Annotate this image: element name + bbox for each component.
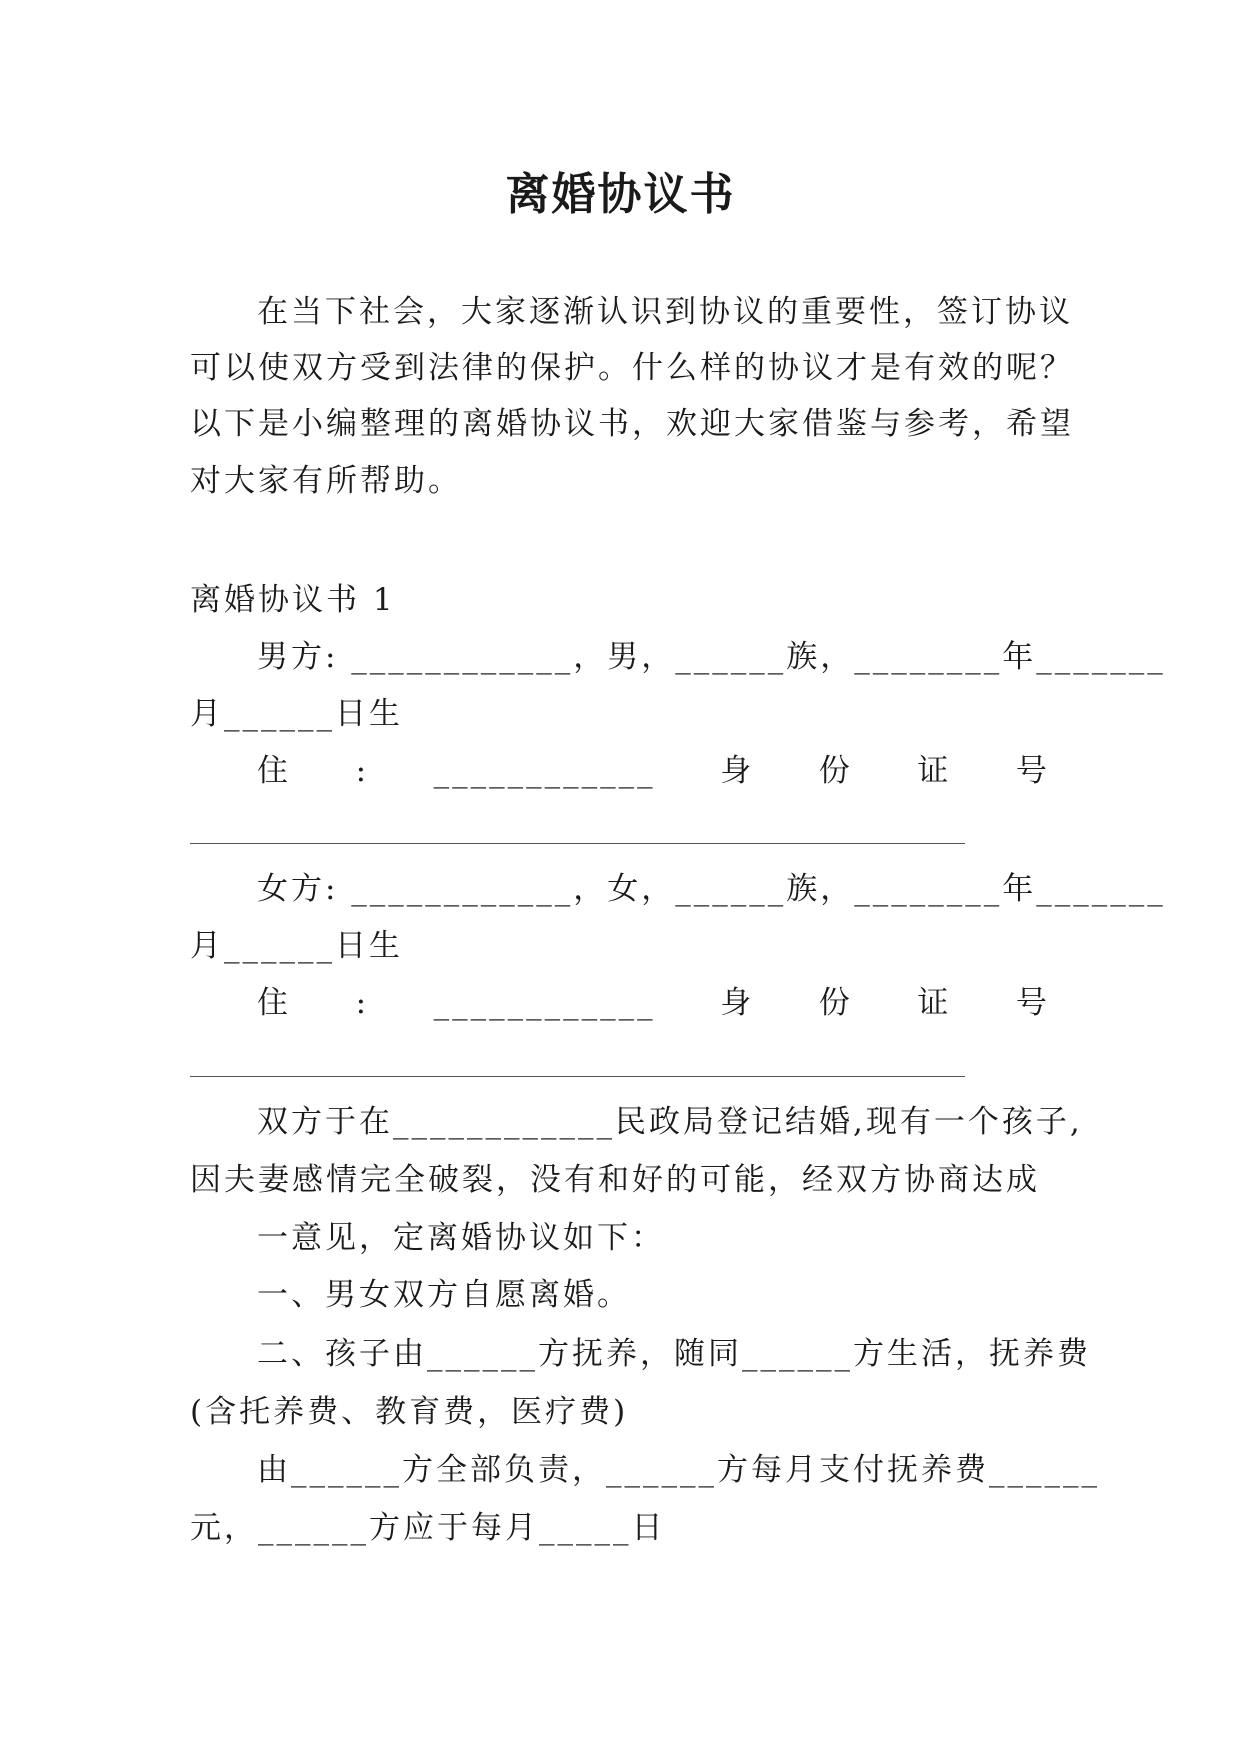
male-residence-line	[257, 751, 1050, 791]
residence-label: 住	[257, 753, 291, 789]
page-title: 离婚协议书	[505, 169, 736, 220]
agreement-intro-line: 一意见，定离婚协议如下：	[257, 1220, 665, 1256]
residence-blank: ____________	[433, 753, 656, 789]
female-info-line: 女方: ____________，女，______族，________年_______	[257, 871, 1166, 907]
id-label-char: 证	[917, 753, 952, 789]
id-label-char: 身	[720, 753, 755, 789]
id-label-char: 身	[720, 985, 755, 1021]
clause-2-line-3: 由______方全部负责，______方每月支付抚养费______	[257, 1452, 1100, 1488]
id-label-char: 份	[818, 753, 853, 789]
id-label-char: 号	[1015, 985, 1050, 1021]
intro-line-2: 可以使双方受到法律的保护。什么样的协议才是有效的呢？	[190, 350, 1074, 386]
female-id-blank	[190, 1076, 965, 1077]
intro-line-3: 以下是小编整理的离婚协议书，欢迎大家借鉴与参考，希望	[190, 406, 1074, 442]
marriage-registration-line: 双方于在____________民政局登记结婚,现有一个孩子,	[257, 1104, 1083, 1140]
male-id-blank	[190, 843, 965, 844]
female-residence-line	[257, 983, 1050, 1023]
clause-2-line-4: 元，______方应于每月_____日	[190, 1510, 666, 1546]
id-label-char: 号	[1015, 753, 1050, 789]
clause-2-line-1: 二、孩子由______方抚养，随同______方生活，抚养费	[257, 1336, 1091, 1372]
clause-2-line-2: (含托养费、教育费，医疗费)	[190, 1394, 629, 1430]
colon: :	[355, 985, 370, 1021]
residence-label: 住	[257, 985, 291, 1021]
clause-1: 一、男女双方自愿离婚。	[257, 1277, 631, 1313]
residence-blank: ____________	[433, 985, 656, 1021]
intro-line-1: 在当下社会，大家逐渐认识到协议的重要性，签订协议	[257, 294, 1073, 330]
male-birth-line: 月______日生	[190, 696, 403, 732]
section-heading: 离婚协议书 1	[190, 582, 396, 618]
marriage-breakdown-line: 因夫妻感情完全破裂，没有和好的可能，经双方协商达成	[190, 1162, 1040, 1198]
colon: :	[355, 753, 370, 789]
id-label-char: 份	[818, 985, 853, 1021]
id-label-char: 证	[917, 985, 952, 1021]
female-birth-line: 月______日生	[190, 928, 403, 964]
intro-line-4: 对大家有所帮助。	[190, 463, 462, 499]
male-info-line: 男方: ____________，男，______族，________年_______	[257, 639, 1166, 675]
